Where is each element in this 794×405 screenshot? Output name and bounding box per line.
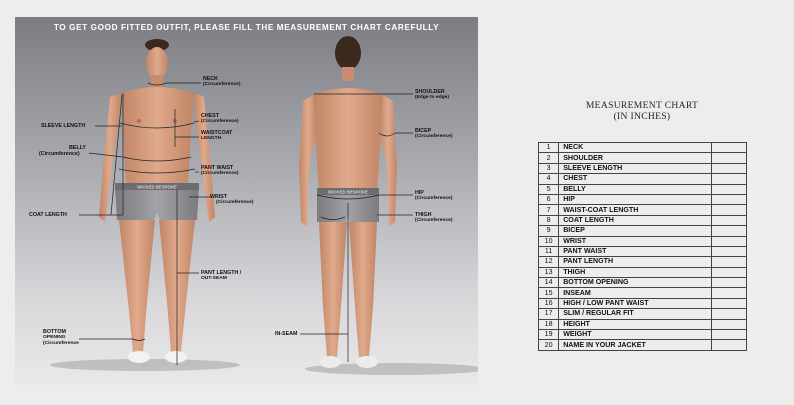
label-thigh: THIGH (Circumference) xyxy=(415,212,453,223)
measurement-value-field[interactable] xyxy=(711,194,746,204)
row-number: 7 xyxy=(539,205,559,215)
row-number: 17 xyxy=(539,309,559,319)
row-number: 13 xyxy=(539,267,559,277)
chart-title-line1: MEASUREMENT CHART xyxy=(585,100,699,111)
measurement-name: HIGH / LOW PANT WAIST xyxy=(559,298,711,308)
table-row xyxy=(539,236,747,246)
measurement-value-field[interactable] xyxy=(711,226,746,236)
measurement-value-field[interactable] xyxy=(711,163,746,173)
measurement-chart-table xyxy=(538,142,747,351)
measurement-name: PANT LENGTH xyxy=(559,257,711,267)
table-row xyxy=(539,226,747,236)
measurement-name: HEIGHT xyxy=(559,319,711,329)
measurement-value-field[interactable] xyxy=(711,319,746,329)
table-row xyxy=(539,143,747,153)
waistband-brand-text-back: WICKED BESPOKE xyxy=(328,189,368,195)
row-number: 14 xyxy=(539,278,559,288)
table-row xyxy=(539,246,747,256)
label-shoulder: SHOULDER (Edge to edge) xyxy=(415,89,449,100)
row-number: 16 xyxy=(539,298,559,308)
measurement-value-field[interactable] xyxy=(711,278,746,288)
label-sleeve-length: SLEEVE LENGTH xyxy=(41,123,86,129)
table-row xyxy=(539,319,747,329)
table-row xyxy=(539,257,747,267)
measurement-value-field[interactable] xyxy=(711,174,746,184)
row-number: 11 xyxy=(539,246,559,256)
measurement-name: CHEST xyxy=(559,174,711,184)
measurement-name: SLIM / REGULAR FIT xyxy=(559,309,711,319)
row-number: 5 xyxy=(539,184,559,194)
label-inseam: IN-SEAM xyxy=(275,331,298,337)
measurement-illustration-panel xyxy=(15,17,478,385)
label-chest: CHEST (Circumference) xyxy=(201,113,239,124)
measurement-name: BICEP xyxy=(559,226,711,236)
label-belly: BELLY xyxy=(69,145,86,151)
measurement-name: NECK xyxy=(559,143,711,153)
table-row xyxy=(539,267,747,277)
row-number: 4 xyxy=(539,174,559,184)
waistband-brand-text: WICKED BESPOKE xyxy=(137,184,177,190)
label-waistcoat-length: WAISTCOAT LENGTH xyxy=(201,130,233,141)
measurement-value-field[interactable] xyxy=(711,236,746,246)
measurement-chart-title xyxy=(538,100,746,122)
row-number: 2 xyxy=(539,153,559,163)
measurement-name: BELLY xyxy=(559,184,711,194)
row-number: 1 xyxy=(539,143,559,153)
table-row xyxy=(539,184,747,194)
label-pant-waist: PANT WAIST (Circumference) xyxy=(201,165,239,176)
measurement-value-field[interactable] xyxy=(711,267,746,277)
row-number: 9 xyxy=(539,226,559,236)
measurement-value-field[interactable] xyxy=(711,340,746,350)
table-row xyxy=(539,205,747,215)
label-bottom-opening: BOTTOM OPENING (Circumference xyxy=(43,329,79,346)
measurement-value-field[interactable] xyxy=(711,309,746,319)
table-row xyxy=(539,340,747,350)
table-row xyxy=(539,194,747,204)
measurement-name: NAME IN YOUR JACKET xyxy=(559,340,711,350)
table-row xyxy=(539,174,747,184)
measurement-value-field[interactable] xyxy=(711,184,746,194)
label-neck: NECK (Circumference) xyxy=(203,76,241,87)
measurement-name: INSEAM xyxy=(559,288,711,298)
row-number: 3 xyxy=(539,163,559,173)
measurement-name: WAIST-COAT LENGTH xyxy=(559,205,711,215)
measurement-name: HIP xyxy=(559,194,711,204)
table-row xyxy=(539,278,747,288)
measurement-name: SLEEVE LENGTH xyxy=(559,163,711,173)
label-belly-sub: (Circumference) xyxy=(39,151,80,157)
measurement-value-field[interactable] xyxy=(711,257,746,267)
measurement-value-field[interactable] xyxy=(711,215,746,225)
measurement-name: BOTTOM OPENING xyxy=(559,278,711,288)
row-number: 15 xyxy=(539,288,559,298)
measurement-value-field[interactable] xyxy=(711,298,746,308)
label-hip: HIP (Circumference) xyxy=(415,190,453,201)
row-number: 19 xyxy=(539,330,559,340)
label-bicep: BICEP (Circumference) xyxy=(415,128,453,139)
measurement-name: WEIGHT xyxy=(559,330,711,340)
row-number: 20 xyxy=(539,340,559,350)
table-row xyxy=(539,298,747,308)
chart-title-line2: (IN INCHES) xyxy=(613,111,671,122)
measurement-name: THIGH xyxy=(559,267,711,277)
measurement-value-field[interactable] xyxy=(711,288,746,298)
table-row xyxy=(539,309,747,319)
measurement-name: WRIST xyxy=(559,236,711,246)
measurement-value-field[interactable] xyxy=(711,330,746,340)
front-figure xyxy=(99,39,215,363)
measurement-value-field[interactable] xyxy=(711,246,746,256)
label-wrist: WRIST (Circumference) xyxy=(210,194,254,205)
measurement-name: COAT LENGTH xyxy=(559,215,711,225)
measurement-name: PANT WAIST xyxy=(559,246,711,256)
measurement-value-field[interactable] xyxy=(711,153,746,163)
label-pant-length: PANT LENGTH / OUT-SEAM xyxy=(201,270,242,281)
measurement-name: SHOULDER xyxy=(559,153,711,163)
row-number: 12 xyxy=(539,257,559,267)
label-coat-length: COAT LENGTH xyxy=(29,212,67,218)
table-row xyxy=(539,215,747,225)
row-number: 18 xyxy=(539,319,559,329)
table-row xyxy=(539,163,747,173)
row-number: 6 xyxy=(539,194,559,204)
measurement-value-field[interactable] xyxy=(711,143,746,153)
row-number: 8 xyxy=(539,215,559,225)
table-row xyxy=(539,330,747,340)
table-row xyxy=(539,288,747,298)
table-row xyxy=(539,153,747,163)
row-number: 10 xyxy=(539,236,559,246)
banner-text: TO GET GOOD FITTED OUTFIT, PLEASE FILL THE MEASUREMENT CHART CAREFULLY xyxy=(53,23,440,32)
measurement-value-field[interactable] xyxy=(711,205,746,215)
